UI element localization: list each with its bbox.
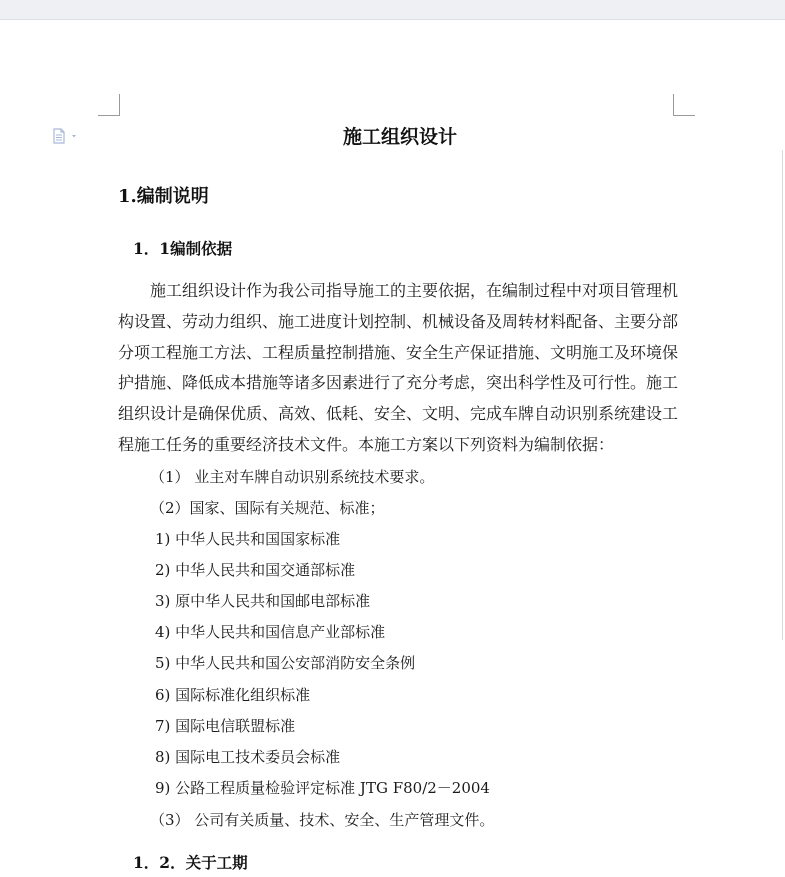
paragraph-line: 构设置、劳动力组织、施工进度计划控制、机械设备及周转材料配备、主要分部 [118, 311, 679, 331]
paragraph-line: 组织设计是确保优质、高效、低耗、安全、文明、完成车牌自动识别系统建设工 [118, 404, 679, 424]
scrollbar-track[interactable] [782, 150, 783, 640]
standard-item: 3) 原中华人民共和国邮电部标准 [155, 592, 371, 610]
body-paragraph [118, 276, 678, 461]
paragraph-line: 施工组织设计作为我公司指导施工的主要依据，在编制过程中对项目管理机 [150, 281, 679, 300]
standard-item: 4) 中华人民共和国信息产业部标准 [155, 623, 386, 641]
standard-item: 8) 国际电工技术委员会标准 [155, 748, 341, 766]
paragraph-line: 分项工程施工方法、工程质量控制措施、安全生产保证措施、文明施工及环境保 [118, 342, 679, 362]
subsection-heading-basis: 1．1编制依据 [133, 239, 233, 258]
standard-item: 6) 国际标准化组织标准 [155, 686, 311, 704]
paragraph-line: 护措施、降低成本措施等诸多因素进行了充分考虑，突出科学性及可行性。施工 [118, 373, 679, 393]
basis-item: （2）国家、国际有关规范、标准； [150, 499, 385, 517]
margin-corner-top-right [673, 94, 695, 116]
margin-corner-top-left [98, 94, 120, 116]
top-toolbar-strip [0, 0, 785, 20]
standard-item: 7) 国际电信联盟标准 [155, 717, 296, 735]
standard-item: 2) 中华人民共和国交通部标准 [155, 561, 356, 579]
standard-item: 5) 中华人民共和国公安部消防安全条例 [155, 654, 416, 672]
standard-item: 1) 中华人民共和国国家标准 [155, 530, 341, 548]
document-title: 施工组织设计 [342, 126, 457, 148]
paragraph-line: 程施工任务的重要经济技术文件。本施工方案以下列资料为编制依据： [118, 434, 615, 454]
standard-item: 9) 公路工程质量检验评定标准 JTG F80/2－2004 [155, 779, 490, 797]
section-heading: 1.编制说明 [118, 186, 209, 207]
subsection-heading-schedule: 1．2．关于工期 [133, 853, 248, 872]
basis-item: （3） 公司有关质量、技术、安全、生产管理文件。 [150, 811, 495, 829]
basis-item: （1） 业主对车牌自动识别系统技术要求。 [150, 468, 435, 486]
